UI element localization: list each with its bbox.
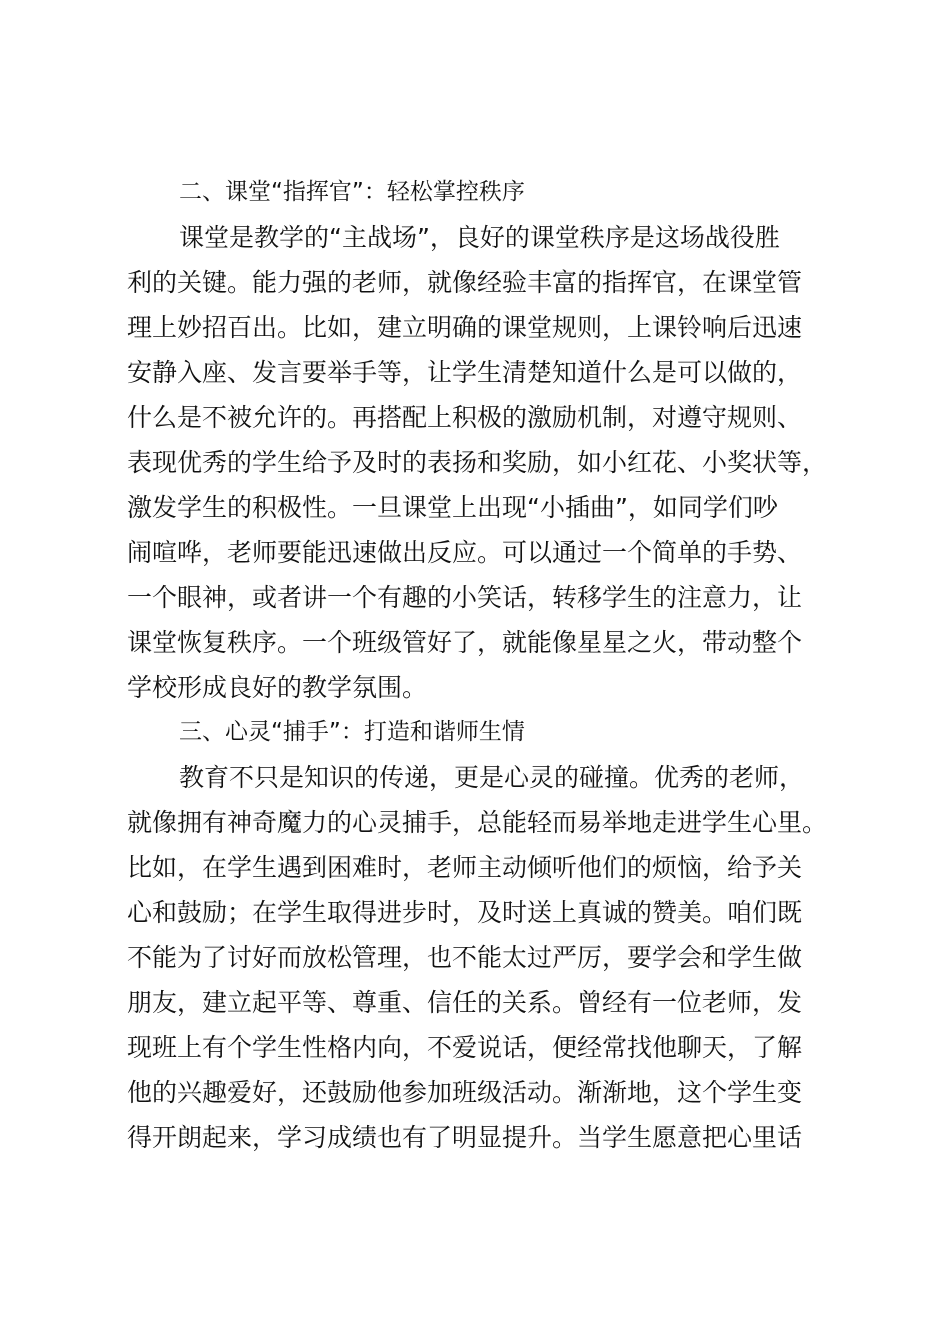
section-heading-classroom-commander: 二、课堂“指挥官”：轻松掌控秩序 <box>179 179 525 205</box>
paragraph-line: 心和鼓励；在学生取得进步时，及时送上真诚的赞美。咱们既 <box>127 898 803 927</box>
paragraph-line: 学校形成良好的教学氛围。 <box>127 673 428 702</box>
section-heading-soul-catcher: 三、心灵“捕手”：打造和谐师生情 <box>179 719 525 745</box>
paragraph-line: 比如，在学生遇到困难时，老师主动倾听他们的烦恼，给予关 <box>127 853 803 882</box>
paragraph-line: 安静入座、发言要举手等，让学生清楚知道什么是可以做的， <box>127 358 803 387</box>
paragraph-line: 激发学生的积极性。一旦课堂上出现“小插曲”，如同学们吵 <box>127 493 778 522</box>
paragraph-teacher-student-relationship <box>127 755 839 1160</box>
paragraph-line: 课堂是教学的“主战场”，良好的课堂秩序是这场战役胜 <box>179 223 780 252</box>
paragraph-line: 什么是不被允许的。再搭配上积极的激励机制，对遵守规则、 <box>127 403 803 432</box>
paragraph-line: 得开朗起来，学习成绩也有了明显提升。当学生愿意把心里话 <box>127 1123 803 1152</box>
paragraph-line: 表现优秀的学生给予及时的表扬和奖励，如小红花、小奖状等， <box>127 448 828 477</box>
paragraph-line: 利的关键。能力强的老师，就像经验丰富的指挥官，在课堂管 <box>127 268 803 297</box>
paragraph-line: 一个眼神，或者讲一个有趣的小笑话，转移学生的注意力，让 <box>127 583 803 612</box>
paragraph-classroom-order <box>127 215 839 710</box>
paragraph-line: 理上妙招百出。比如，建立明确的课堂规则，上课铃响后迅速 <box>127 313 803 342</box>
paragraph-line: 闹喧哗，老师要能迅速做出反应。可以通过一个简单的手势、 <box>127 538 803 567</box>
paragraph-line: 他的兴趣爱好，还鼓励他参加班级活动。渐渐地，这个学生变 <box>127 1078 803 1107</box>
paragraph-line: 课堂恢复秩序。一个班级管好了，就能像星星之火，带动整个 <box>127 628 803 657</box>
document-body <box>127 170 839 1160</box>
paragraph-line: 就像拥有神奇魔力的心灵捕手，总能轻而易举地走进学生心里。 <box>127 808 828 837</box>
paragraph-line: 教育不只是知识的传递，更是心灵的碰撞。优秀的老师， <box>179 763 805 792</box>
paragraph-line: 朋友，建立起平等、尊重、信任的关系。曾经有一位老师，发 <box>127 988 803 1017</box>
paragraph-line: 现班上有个学生性格内向，不爱说话，便经常找他聊天，了解 <box>127 1033 803 1062</box>
paragraph-line: 不能为了讨好而放松管理，也不能太过严厉，要学会和学生做 <box>127 943 803 972</box>
